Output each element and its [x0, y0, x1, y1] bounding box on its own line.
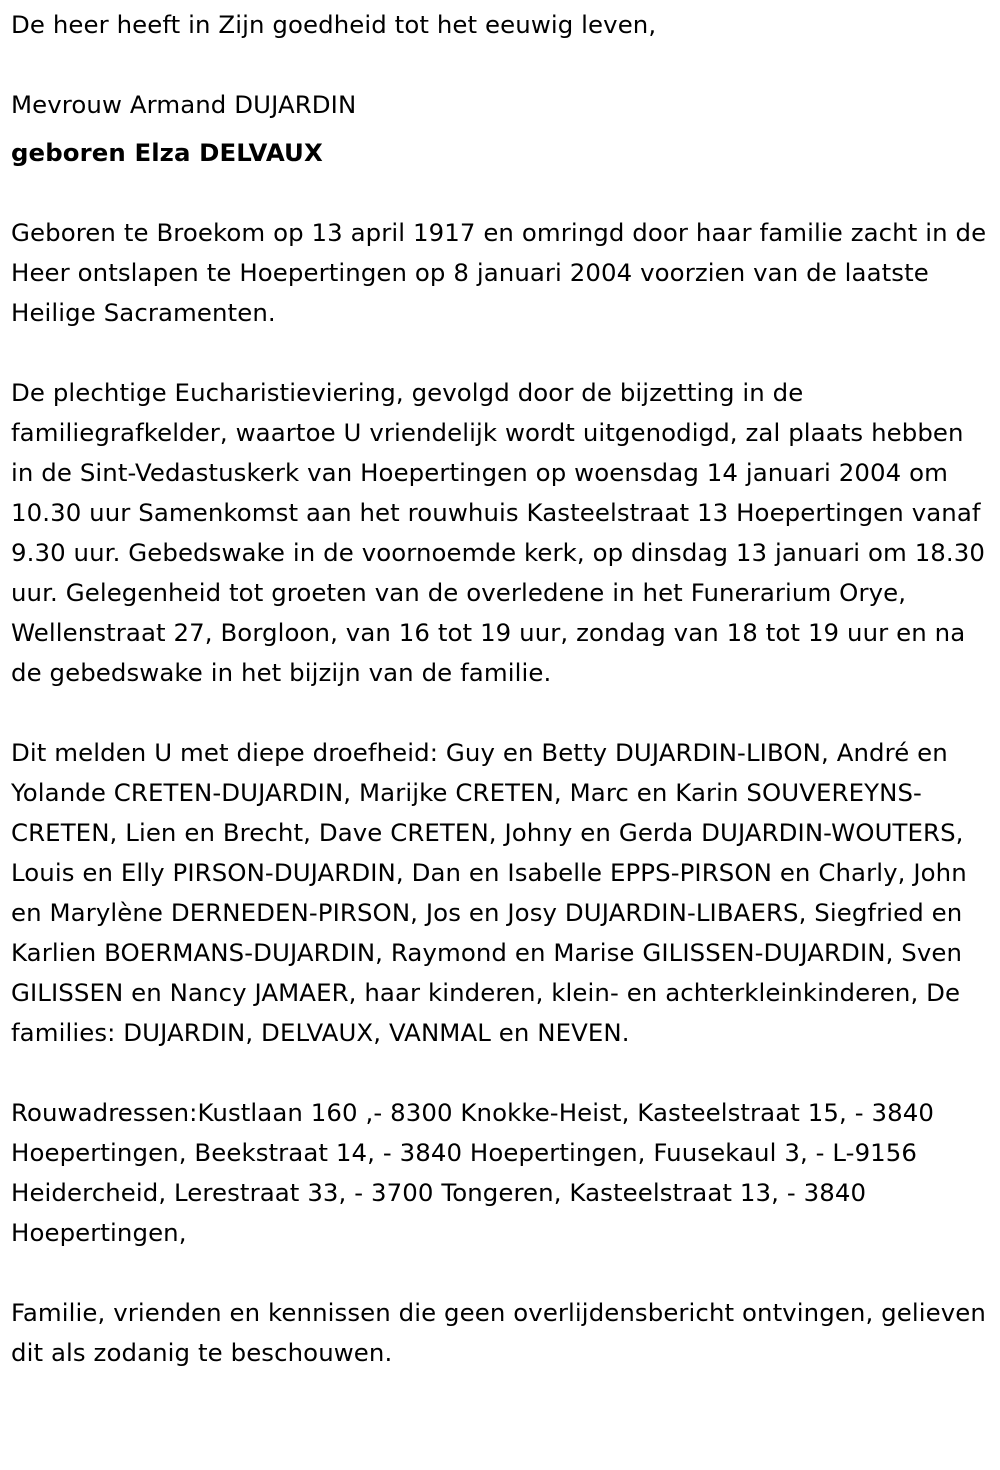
- closing-paragraph: Familie, vrienden en kennissen die geen overlijdensbericht ontvingen, gelieven dit als zodanig te beschouwen.: [11, 1298, 986, 1367]
- intro-line: De heer heeft in Zijn goedheid tot het eeuwig leven,: [11, 10, 657, 39]
- death-notice: [11, 5, 991, 1373]
- addresses-paragraph: Rouwadressen:Kustlaan 160 ,- 8300 Knokke-Heist, Kasteelstraat 15, - 3840 Hoepertingen, Beekstraat 14, - 3840 Hoepertingen, Fuusekaul 3, - L-9156 Heidercheid, Lerestraat 33, - 3700 Tongeren, Kasteelstraat 13, - 3840 Hoepertingen,: [11, 1098, 934, 1247]
- birth-name: geboren Elza DELVAUX: [11, 138, 323, 167]
- family-paragraph: Dit melden U met diepe droefheid: Guy en Betty DUJARDIN-LIBON, André en Yolande CRETEN-DUJARDIN, Marijke CRETEN, Marc en Karin SOUVEREYNS-CRETEN, Lien en Brecht, Dave CRETEN, Johny en Gerda DUJARDIN-WOUTERS, Louis en Elly PIRSON-DUJARDIN, Dan en Isabelle EPPS-PIRSON en Charly, John en Marylène DERNEDEN-PIRSON, Jos en Josy DUJARDIN-LIBAERS, Siegfried en Karlien BOERMANS-DUJARDIN, Raymond en Marise GILISSEN-DUJARDIN, Sven GILISSEN en Nancy JAMAER, haar kinderen, klein- en achterkleinkinderen, De families: DUJARDIN, DELVAUX, VANMAL en NEVEN.: [11, 738, 967, 1047]
- birth-death-paragraph: Geboren te Broekom op 13 april 1917 en omringd door haar familie zacht in de Heer ontslapen te Hoepertingen op 8 januari 2004 voorzien van de laatste Heilige Sacramenten.: [11, 218, 987, 327]
- ceremony-paragraph: De plechtige Eucharistieviering, gevolgd door de bijzetting in de familiegrafkelder, waartoe U vriendelijk wordt uitgenodigd, zal plaats hebben in de Sint-Vedastuskerk van Hoepertingen op woensdag 14 januari 2004 om 10.30 uur Samenkomst aan het rouwhuis Kasteelstraat 13 Hoepertingen vanaf 9.30 uur. Gebedswake in de voornoemde kerk, op dinsdag 13 januari om 18.30 uur. Gelegenheid tot groeten van de overledene in het Funerarium Orye, Wellenstraat 27, Borgloon, van 16 tot 19 uur, zondag van 18 tot 19 uur en na de gebedswake in het bijzijn van de familie.: [11, 378, 986, 687]
- deceased-name: Mevrouw Armand DUJARDIN: [11, 90, 357, 119]
